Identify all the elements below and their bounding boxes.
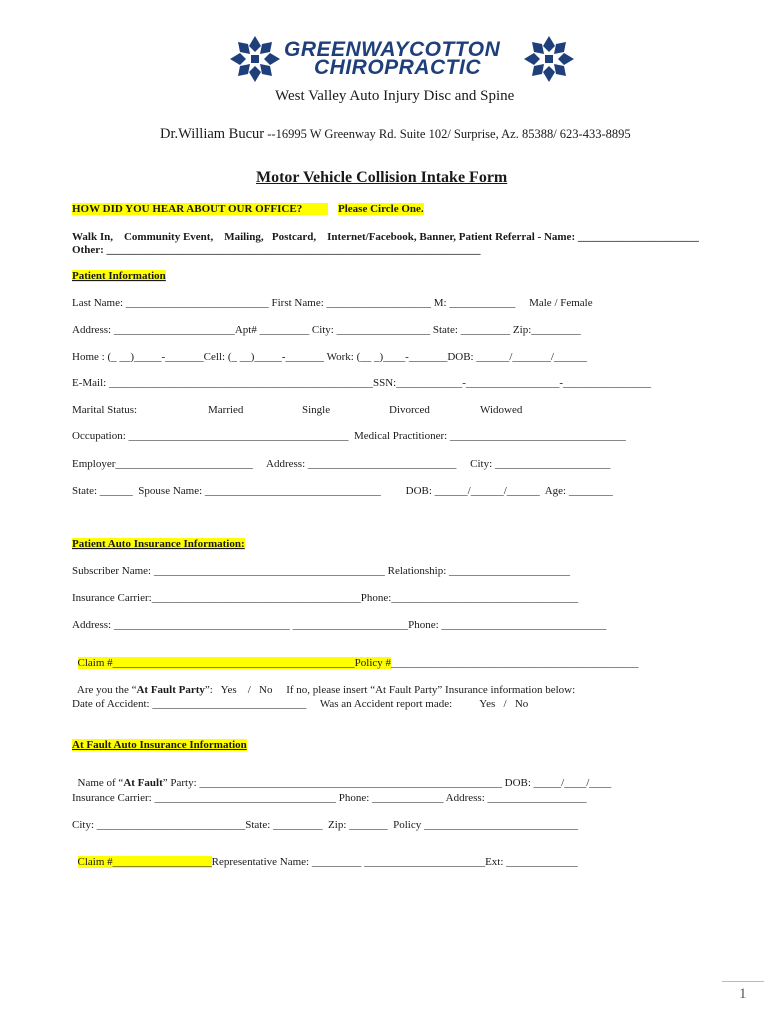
at-fault-name-suffix: ” Party: _______________________________________________________ DOB: _____/____/____ [162,777,612,789]
logo-emblem-right-icon [524,36,574,82]
marital-option-married[interactable]: Married [208,404,244,416]
at-fault-question-prefix: Are you the “ [76,684,137,696]
clinic-address-line [152,107,631,143]
at-fault-city-field[interactable]: City: ___________________________State: _________ Zip: _______ Policy ____________________________ [72,819,578,831]
marital-option-single[interactable]: Single [302,404,331,416]
at-fault-question-suffix: ”: Yes / No If no, please insert “At Fault Party” Insurance information below: [204,684,576,696]
marital-status-label: Marital Status: [72,404,138,416]
auto-insurance-heading: Patient Auto Insurance Information: [72,538,245,550]
insurance-carrier-field[interactable]: Insurance Carrier:______________________________________Phone:__________________________________ [72,592,579,604]
at-fault-claim-field[interactable] [72,844,578,868]
at-fault-heading: At Fault Auto Insurance Information [72,739,247,751]
patient-info-heading: Patient Information [72,270,166,282]
patient-address-field[interactable]: Address: ______________________Apt# _________ City: _________________ State: _________ Zip:_________ [72,324,581,336]
at-fault-claim-rest[interactable]: Representative Name: _________ ______________________Ext: _____________ [211,856,578,868]
at-fault-name-prefix: Name of “ [77,777,124,789]
spouse-field[interactable]: State: ______ Spouse Name: ________________________________ DOB: ______/______/______ Age: ________ [72,485,613,497]
at-fault-question[interactable] [72,672,575,696]
at-fault-carrier-field[interactable]: Insurance Carrier: _________________________________ Phone: _____________ Address: __________________ [72,792,587,804]
page-number: 1 [739,986,747,1002]
logo-emblem-left-icon [230,36,280,82]
employer-field[interactable]: Employer_________________________ Address: ___________________________ City: _____________________ [72,458,611,470]
logo-line-1: GREENWAYCOTTON [284,38,501,61]
at-fault-question-bold: At Fault Party [136,684,205,696]
referral-other-field[interactable]: Other: ____________________________________________________________________ [72,244,481,256]
claim-policy-field[interactable] [72,645,639,669]
at-fault-name-bold: At Fault [123,777,163,789]
at-fault-claim-blank[interactable]: __________________ [112,856,212,868]
clinic-address: --16995 W Greenway Rd. Suite 102/ Surprise, Az. 85388/ 623-433-8895 [264,127,631,141]
patient-phone-field[interactable]: Home : (_ __)_____-_______Cell: (_ __)_____-_______ Work: (__ _)____-_______DOB: ______/_______/______ [72,351,587,363]
patient-email-field[interactable]: E-Mail: ________________________________________________SSN:____________-_________________-________________ [72,377,652,389]
referral-options[interactable]: Walk In, Community Event, Mailing, Postcard, Internet/Facebook, Banner, Patient Referral - Name: ______________________ [72,231,699,243]
patient-name-field[interactable]: Last Name: __________________________ First Name: ___________________ M: ____________ Male / Female [72,297,593,309]
clinic-name: West Valley Auto Injury Disc and Spine [275,88,515,104]
marital-option-widowed[interactable]: Widowed [480,404,523,416]
referral-instruction: Please Circle One. [338,203,424,215]
page-number-rule [722,981,764,982]
logo-line-2: CHIROPRACTIC [314,56,481,79]
insurance-address-field[interactable]: Address: ________________________________ _____________________Phone: ______________________________ [72,619,607,631]
claim-label: Claim # [77,657,113,669]
policy-label: Policy # [354,657,392,669]
accident-date-field[interactable]: Date of Accident: ____________________________ Was an Accident report made: Yes / No [72,698,529,710]
policy-blank[interactable]: _____________________________________________ [391,657,639,669]
referral-question: HOW DID YOU HEAR ABOUT OUR OFFICE? [72,203,328,215]
form-title: Motor Vehicle Collision Intake Form [256,169,508,186]
subscriber-field[interactable]: Subscriber Name: __________________________________________ Relationship: ______________________ [72,565,571,577]
occupation-field[interactable]: Occupation: ________________________________________ Medical Practitioner: ________________________________ [72,430,626,442]
marital-option-divorced[interactable]: Divorced [389,404,430,416]
at-fault-name-field[interactable] [72,765,611,789]
claim-blank[interactable]: ____________________________________________ [112,657,355,669]
at-fault-claim-label: Claim # [77,856,113,868]
doctor-name: Dr.William Bucur [160,126,265,142]
